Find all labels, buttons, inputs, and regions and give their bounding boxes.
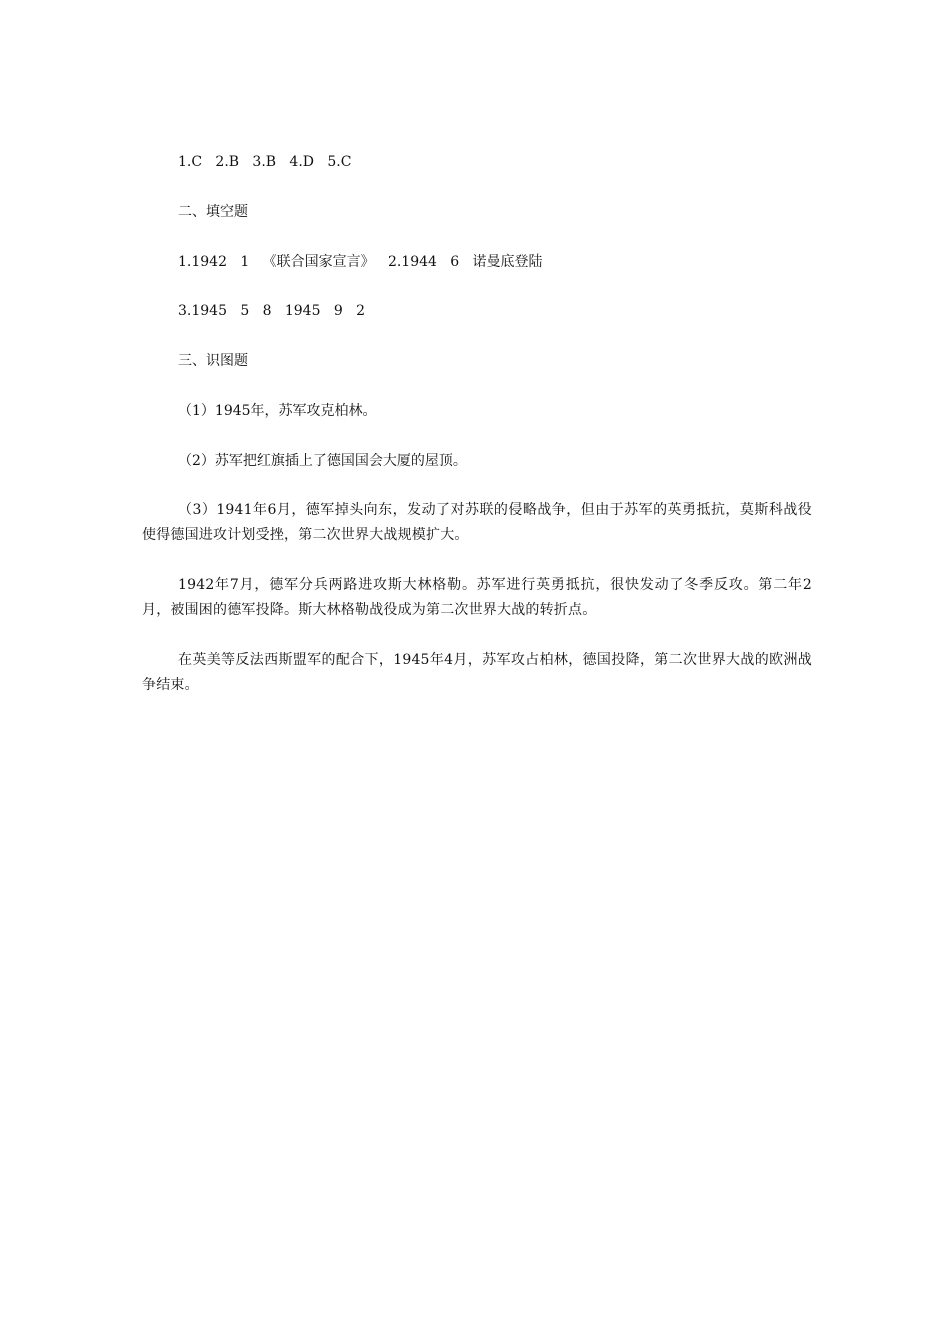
- multiple-choice-answers: 1.C 2.B 3.B 4.D 5.C: [178, 154, 352, 170]
- answer-item-3-paragraph: （3）1941年6月，德军掉头向东，发动了对苏联的侵略战争，但由于苏军的英勇抵抗，莫斯科战役使得德国进攻计划受挫，第二次世界大战规模扩大。: [142, 502, 812, 543]
- stalingrad-paragraph: 1942年7月，德军分兵两路进攻斯大林格勒。苏军进行英勇抵抗，很快发动了冬季反攻。第二年2月，被围困的德军投降。斯大林格勒战役成为第二次世界大战的转折点。: [142, 577, 812, 618]
- section-heading-map-reading: 三、识图题: [178, 353, 248, 369]
- fill-in-answers-line-1: 1.1942 1 《联合国家宣言》 2.1944 6 诺曼底登陆: [178, 254, 543, 270]
- berlin-paragraph: 在英美等反法西斯盟军的配合下，1945年4月，苏军攻占柏林，德国投降，第二次世界大战的欧洲战争结束。: [142, 652, 812, 693]
- answer-item-2: （2）苏军把红旗插上了德国国会大厦的屋顶。: [178, 453, 467, 469]
- answer-item-1: （1）1945年，苏军攻克柏林。: [178, 403, 377, 419]
- fill-in-answers-line-2: 3.1945 5 8 1945 9 2: [178, 303, 365, 319]
- section-heading-fill-in: 二、填空题: [178, 204, 248, 220]
